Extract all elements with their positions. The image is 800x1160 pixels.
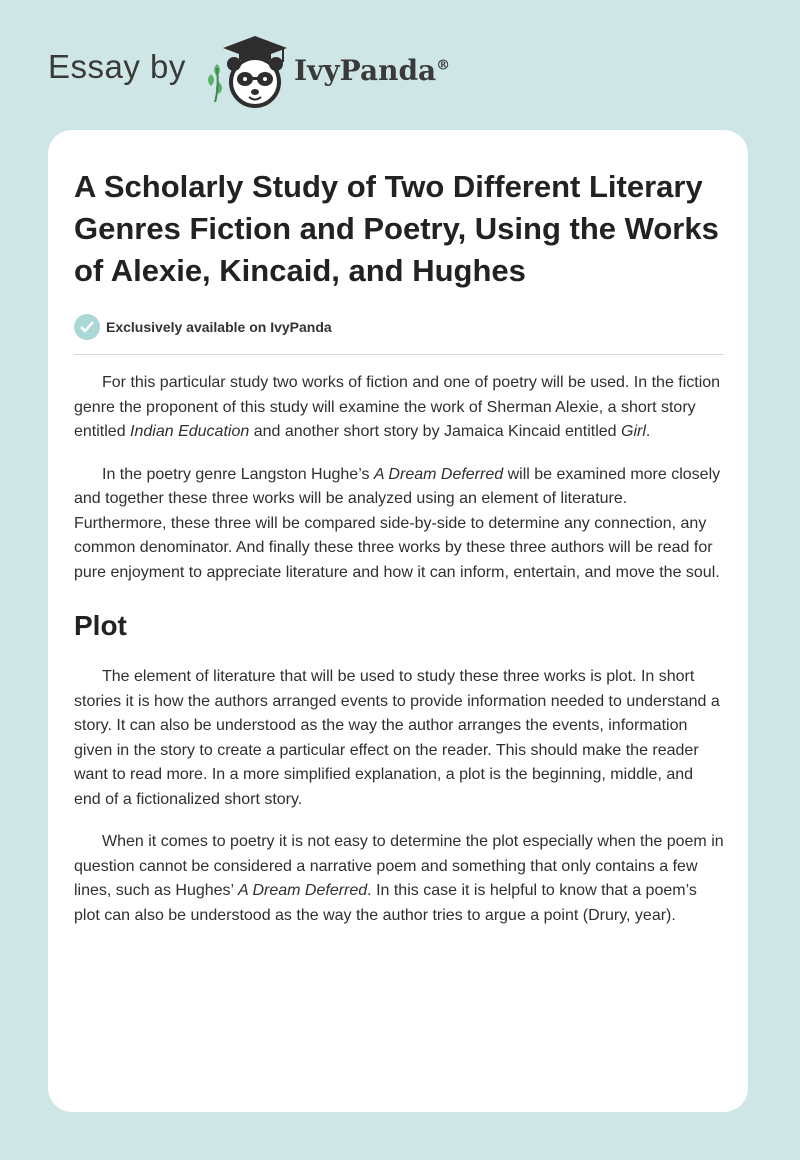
panda-graduate-logo[interactable] bbox=[203, 32, 293, 112]
paragraph-3: The element of literature that will be used to study these three works is plot. In short stories it is how the authors arranged events to provide information needed to understand a story. It can also be understood as the way the author arranges the events, information given in the story to create a particular effect on the reader. This should make the reader want to read more. In a more simplified explanation, a plot is the beginning, middle, and end of a fictionalized short story. bbox=[74, 668, 720, 808]
paragraph-2: In the poetry genre Langston Hughe’s A Dream Deferred will be examined more closely and together these three works will be analyzed using an element of literature. Furthermore, these three will be compared side-by-side to determine any connection, any common denominator. And finally these three works by these three authors will be read for pure enjoyment to appreciate literature and how it can inform, entertain, and move the soul. bbox=[74, 465, 721, 581]
exclusive-badge bbox=[74, 314, 724, 340]
paragraph-4: When it comes to poetry it is not easy to determine the plot especially when the poem in question cannot be considered a narrative poem and something that only contains a few lines, such as Hughes’ A Dream Deferred. In this case it is helpful to know that a poem’s plot can also be understood as the way the author tries to argue a point (Drury, year). bbox=[74, 833, 724, 924]
section-heading-plot: Plot bbox=[74, 610, 127, 641]
ivy-leaf-icon bbox=[208, 64, 222, 102]
essay-card bbox=[48, 130, 748, 1112]
essay-by-label: Essay by bbox=[48, 48, 186, 85]
site-header bbox=[48, 30, 748, 110]
essay-content bbox=[74, 166, 724, 928]
brand-name[interactable]: IvyPanda® bbox=[294, 54, 451, 87]
check-icon bbox=[74, 314, 100, 340]
essay-title: A Scholarly Study of Two Different Literary Genres Fiction and Poetry, Using the Works of Alexie, Kincaid, and Hughes bbox=[74, 169, 719, 288]
divider bbox=[74, 354, 724, 355]
exclusive-badge-label: Exclusively available on IvyPanda bbox=[106, 319, 332, 335]
paragraph-1: For this particular study two works of fiction and one of poetry will be used. In the fiction genre the proponent of this study will examine the work of Sherman Alexie, a short story entitled Indian Education and another short story by Jamaica Kincaid entitled Girl. bbox=[74, 374, 721, 440]
